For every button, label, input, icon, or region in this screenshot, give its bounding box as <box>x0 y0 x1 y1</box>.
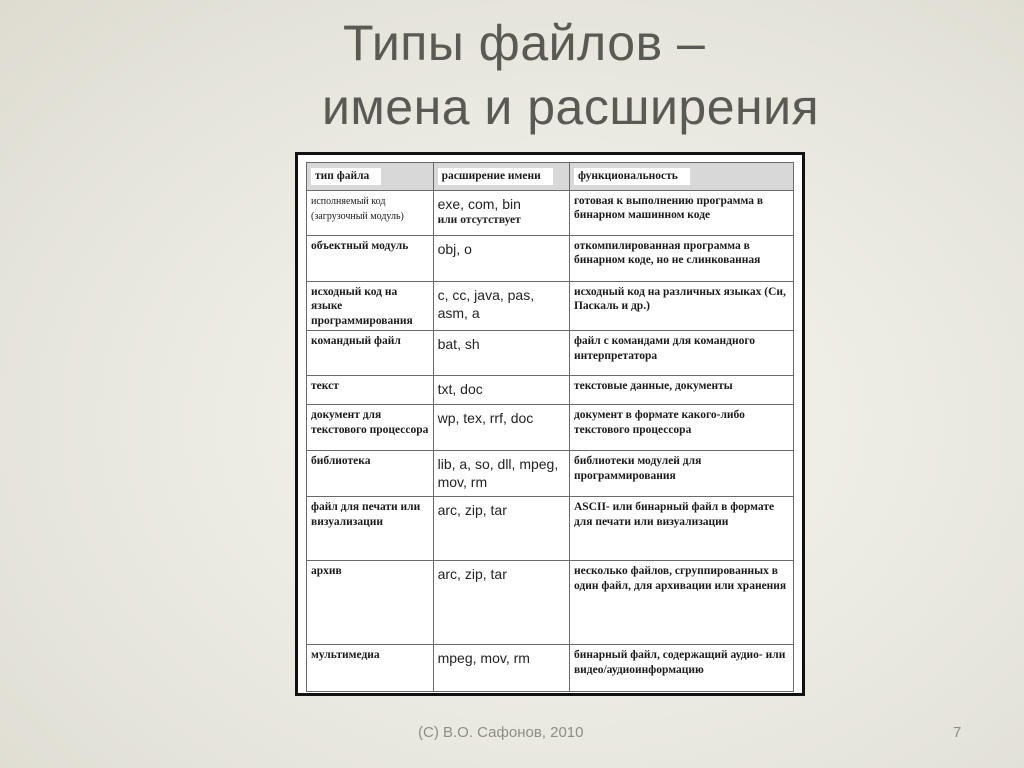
table-row <box>307 497 794 561</box>
cell-extension: arc, zip, tar <box>433 561 569 645</box>
table-row <box>307 191 794 236</box>
cell-extension: c, cc, java, pas, asm, a <box>433 282 569 331</box>
table-row <box>307 331 794 376</box>
cell-type: архив <box>307 561 434 645</box>
page-number: 7 <box>953 724 962 741</box>
table-row <box>307 282 794 331</box>
header-functionality: функциональность <box>569 163 793 191</box>
cell-functionality: откомпилированная программа в бинарном коде, но не слинкованная <box>569 236 793 282</box>
cell-extension: exe, com, bin или отсутствует <box>433 191 569 236</box>
footer-copyright: (C) В.О. Сафонов, 2010 <box>418 724 584 741</box>
cell-functionality: текстовые данные, документы <box>569 376 793 405</box>
table-row <box>307 561 794 645</box>
table-row <box>307 645 794 692</box>
cell-extension: arc, zip, tar <box>433 497 569 561</box>
cell-functionality: несколько файлов, сгруппированных в один файл, для архивации или хранения <box>569 561 793 645</box>
cell-functionality: файл с командами для командного интерпретатора <box>569 331 793 376</box>
cell-functionality: документ в формате какого-либо текстового процессора <box>569 405 793 451</box>
slide-title-line1: Типы файлов – <box>343 15 706 71</box>
cell-type: мультимедиа <box>307 645 434 692</box>
cell-type: объектный модуль <box>307 236 434 282</box>
file-types-table <box>306 162 794 692</box>
table-row <box>307 376 794 405</box>
cell-extension: obj, o <box>433 236 569 282</box>
cell-type: библиотека <box>307 451 434 497</box>
cell-extension: lib, a, so, dll, mpeg, mov, rm <box>433 451 569 497</box>
cell-functionality: готовая к выполнению программа в бинарном машинном коде <box>569 191 793 236</box>
cell-type: текст <box>307 376 434 405</box>
cell-type: файл для печати или визуализации <box>307 497 434 561</box>
cell-extension: wp, tex, rrf, doc <box>433 405 569 451</box>
cell-functionality: ASCII- или бинарный файл в формате для печати или визуализации <box>569 497 793 561</box>
cell-functionality: библиотеки модулей для программирования <box>569 451 793 497</box>
slide-title-line2: имена и расширения <box>322 79 820 135</box>
cell-extension: txt, doc <box>433 376 569 405</box>
file-types-table-frame <box>295 152 805 696</box>
cell-extension: bat, sh <box>433 331 569 376</box>
cell-functionality: исходный код на различных языках (Си, Паскаль и др.) <box>569 282 793 331</box>
header-extension: расширение имени <box>433 163 569 191</box>
table-row <box>307 405 794 451</box>
cell-extension: mpeg, mov, rm <box>433 645 569 692</box>
table-row <box>307 451 794 497</box>
cell-type: исполняемый код (загрузочный модуль) <box>307 191 434 236</box>
cell-type: документ для текстового процессора <box>307 405 434 451</box>
cell-type: исходный код на языке программирования <box>307 282 434 331</box>
table-row <box>307 236 794 282</box>
cell-type: командный файл <box>307 331 434 376</box>
header-type: тип файла <box>307 163 434 191</box>
cell-functionality: бинарный файл, содержащий аудио- или видео/аудиоинформацию <box>569 645 793 692</box>
